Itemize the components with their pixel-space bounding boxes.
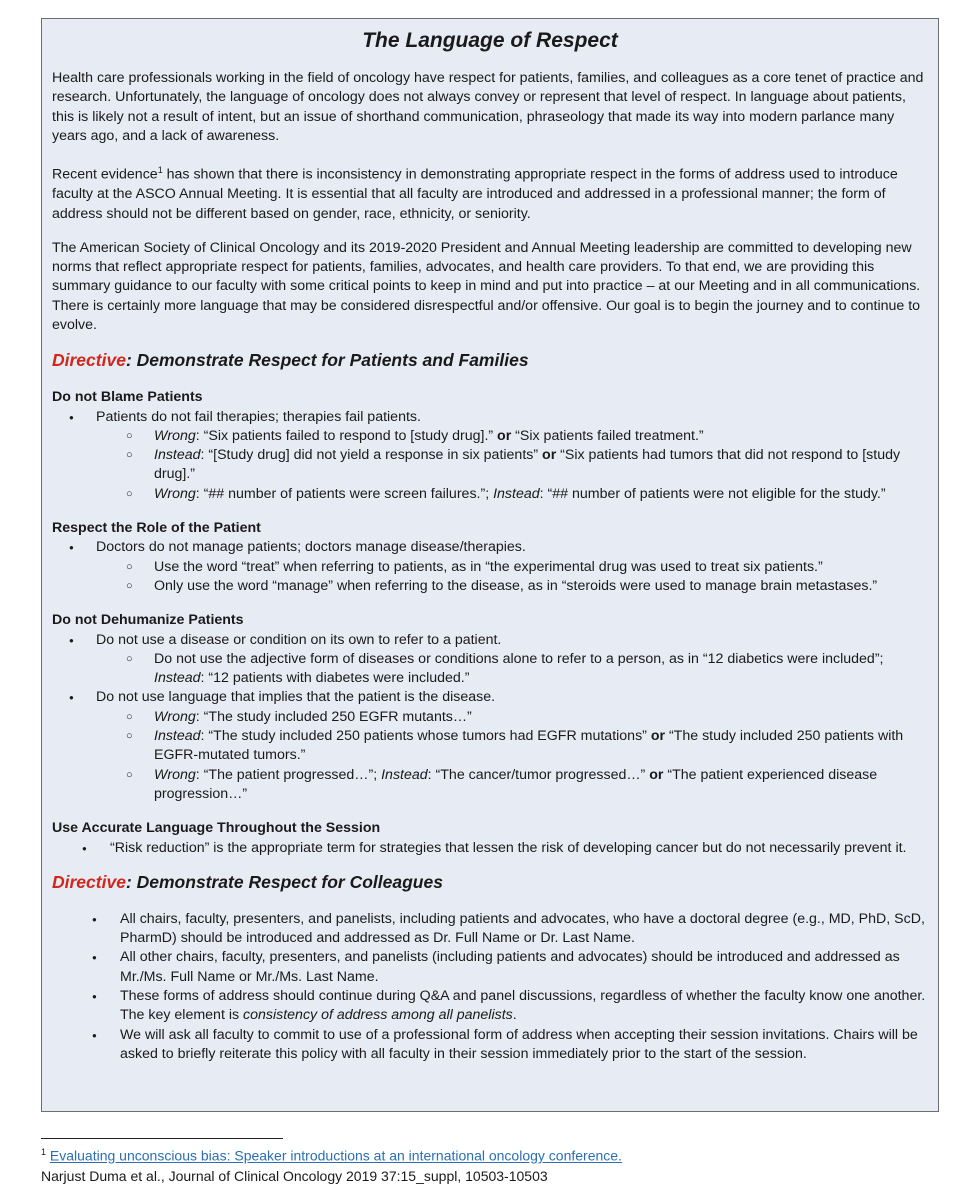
- colleagues-list: [52, 910, 928, 1064]
- list-subitem: ○ Instead: “[Study drug] did not yield a response in six patients” or “Six patients had tumors that did not respond to [study drug].”: [52, 446, 928, 485]
- list-item: ● Patients do not fail therapies; therapies fail patients.: [52, 408, 928, 427]
- list-item: ● Do not use language that implies that the patient is the disease.: [52, 688, 928, 707]
- footnote-citation: Narjust Duma et al., Journal of Clinical Oncology 2019 37:15_suppl, 10503-10503: [41, 1168, 548, 1184]
- page-title: The Language of Respect: [362, 29, 618, 52]
- section-heading-accurate-language: Use Accurate Language Throughout the Session: [52, 820, 381, 837]
- footnote-divider: [41, 1138, 283, 1139]
- list-item: ● We will ask all faculty to commit to use of a professional form of address when accepting their session invitations. Chairs will be asked to briefly reiterate this policy with all faculty in their session immediately prior to the start of the session.: [52, 1026, 928, 1065]
- list-item: ● All chairs, faculty, presenters, and panelists, including patients and advocates, who have a doctoral degree (e.g., MD, PhD, ScD, PharmD) should be introduced and addressed as Dr. Full Name or Dr. Last Name.: [52, 910, 928, 949]
- footnote: $^1$ Evaluating unconscious bias: Speaker introductions at an international oncology conference.: [41, 1147, 622, 1164]
- list-subitem: ○ Wrong: “The study included 250 EGFR mutants…”: [52, 708, 928, 727]
- list-subitem: ○ Wrong: “The patient progressed…”; Instead: “The cancer/tumor progressed…” or “The patient experienced disease progression…”: [52, 766, 928, 805]
- list-subitem: ○ Instead: “The study included 250 patients whose tumors had EGFR mutations” or “The study included 250 patients with EGFR-mutated tumors.”: [52, 727, 928, 766]
- footnote-link[interactable]: Evaluating unconscious bias: Speaker introductions at an international oncology conference.: [49, 1147, 622, 1164]
- section-heading-blame: Do not Blame Patients: [52, 389, 203, 406]
- evidence-paragraph: Recent evidence$^1$ has shown that there is inconsistency in demonstrating appropriate respect in the forms of address used to introduce faculty at the ASCO Annual Meeting. It is essential that all faculty are introduced and addressed in a professional manner; the form of address should not be different based on gender, race, ethnicity, or seniority.: [52, 165, 898, 222]
- section-heading-dehumanize: Do not Dehumanize Patients: [52, 612, 244, 629]
- list-subitem: ○ Use the word “treat” when referring to patients, as in “the experimental drug was used to treat six patients.”: [52, 558, 928, 577]
- list-subitem: ○ Do not use the adjective form of diseases or conditions alone to refer to a person, as in “12 diabetics were included”; Instead: “12 patients with diabetes were included.”: [52, 650, 928, 689]
- respect-guidance-panel: [41, 18, 939, 1112]
- intro-paragraph: Health care professionals working in the field of oncology have respect for patients, families, and colleagues as a core tenet of practice and research. Unfortunately, the language of oncology does not always convey or represent that level of respect. In language about patients, this is likely not a result of intent, but an issue of shorthand communication, phraseology that made its way into modern parlance many years ago, and a lack of awareness.: [52, 70, 924, 144]
- list-item: ● These forms of address should continue during Q&A and panel discussions, regardless of whether the faculty know one another. The key element is consistency of address among all panelists.: [52, 987, 928, 1026]
- list-subitem: ○ Wrong: “## number of patients were screen failures.”; Instead: “## number of patients were not eligible for the study.”: [52, 485, 928, 504]
- section-heading-role: Respect the Role of the Patient: [52, 520, 261, 537]
- list-subitem: ○ Wrong: “Six patients failed to respond to [study drug].” or “Six patients failed treatment.”: [52, 427, 928, 446]
- footnote-ref[interactable]: 1: [157, 165, 163, 176]
- list-item: ● “Risk reduction” is the appropriate term for strategies that lessen the risk of developing cancer but do not necessarily prevent it.: [52, 839, 928, 858]
- list-subitem: ○ Only use the word “manage” when referring to the disease, as in “steroids were used to manage brain metastases.”: [52, 577, 928, 596]
- asco-commitment-paragraph: The American Society of Clinical Oncology and its 2019-2020 President and Annual Meeting leadership are committed to developing new norms that reflect appropriate respect for patients, families, advocates, and health care providers. To that end, we are providing this summary guidance to our faculty with some critical points to keep in mind and put into practice – at our Meeting and in all communications. There is certainly more language that may be considered disrespectful and/or offensive. Our goal is to begin the journey and to continue to evolve.: [52, 239, 921, 333]
- directive-patients-heading: Directive: Demonstrate Respect for Patients and Families: [52, 350, 529, 371]
- list-item: ● Do not use a disease or condition on its own to refer to a patient.: [52, 631, 928, 650]
- directive-colleagues-heading: Directive: Demonstrate Respect for Colleagues: [52, 871, 443, 892]
- list-item: ● Doctors do not manage patients; doctors manage disease/therapies.: [52, 538, 928, 557]
- list-item: ● All other chairs, faculty, presenters, and panelists (including patients and advocates) should be introduced and addressed as Mr./Ms. Full Name or Mr./Ms. Last Name.: [52, 948, 928, 987]
